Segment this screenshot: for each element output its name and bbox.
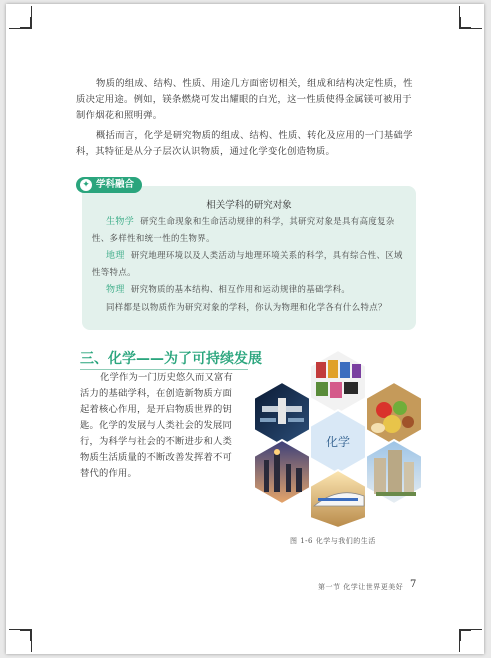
- section-body: 化学作为一门历史悠久而又富有活力的基础学科，在创造新物质方面起着核心作用，是开启物质世界的钥匙。化学的发展与人类社会的发展同行，为科学与社会的不断进步和人类物质生活质量的不断改善发挥着不可替代的作用。: [80, 372, 233, 479]
- page-number: 7: [410, 579, 417, 590]
- box-item-biology: [92, 213, 410, 246]
- paragraph-properties: 物质的组成、结构、性质、用途几方面密切相关，组成和结构决定性质，性质决定用途。例如，镁条燃烧可发出耀眼的白光，这一性质使得金属镁可被用于制作烟花和照明弹。: [76, 78, 413, 121]
- hex-buildings: [366, 440, 422, 504]
- interdisciplinary-badge: [76, 177, 142, 193]
- puzzle-icon: ✦: [80, 179, 92, 191]
- text-biology: 研究生命现象和生命活动规律的科学，其研究对象是具有高度复杂性、多样性和统一性的生物界。: [92, 216, 395, 243]
- term-physics: 物理: [106, 285, 125, 295]
- hex-food: [366, 382, 422, 446]
- term-biology: 生物学: [106, 217, 135, 227]
- hex-clothing: [310, 350, 366, 414]
- badge-label: 学科融合: [96, 179, 135, 190]
- hex-center: [310, 410, 366, 474]
- hex-industry: [254, 440, 310, 504]
- box-item-geography: [92, 247, 410, 280]
- crop-mark-inner-bottom-left: [20, 630, 31, 641]
- hex-train: [310, 470, 366, 528]
- term-geography: 地理: [106, 251, 125, 261]
- crop-mark-inner-bottom-right: [460, 630, 471, 641]
- paragraph-summary: 概括而言，化学是研究物质的组成、结构、性质、转化及应用的一门基础学科，其特征是从分子层次认识物质，通过化学变化创造物质。: [76, 130, 413, 157]
- box-question: 同样都是以物质作为研究对象的学科，你认为物理和化学各有什么特点？: [106, 302, 387, 312]
- crop-mark-inner-top-right: [460, 17, 471, 28]
- hex-space-station: [254, 382, 310, 446]
- running-head: 第一节 化学让世界更美好: [318, 583, 404, 591]
- text-geography: 研究地理环境以及人类活动与地理环境关系的科学，具有综合性、区域性等特点。: [92, 250, 403, 277]
- figure-caption: 图 1-6 化学与我们的生活: [290, 537, 376, 545]
- chemistry-life-figure: [252, 348, 424, 530]
- section-title: 三、化学——为了可持续发展: [80, 351, 262, 367]
- text-physics: 研究物质的基本结构、相互作用和运动规律的基础学科。: [130, 284, 351, 294]
- box-title: 相关学科的研究对象: [206, 200, 292, 211]
- crop-mark-inner-top-left: [20, 17, 31, 28]
- box-item-physics: [92, 281, 410, 298]
- center-label: 化学: [325, 435, 351, 449]
